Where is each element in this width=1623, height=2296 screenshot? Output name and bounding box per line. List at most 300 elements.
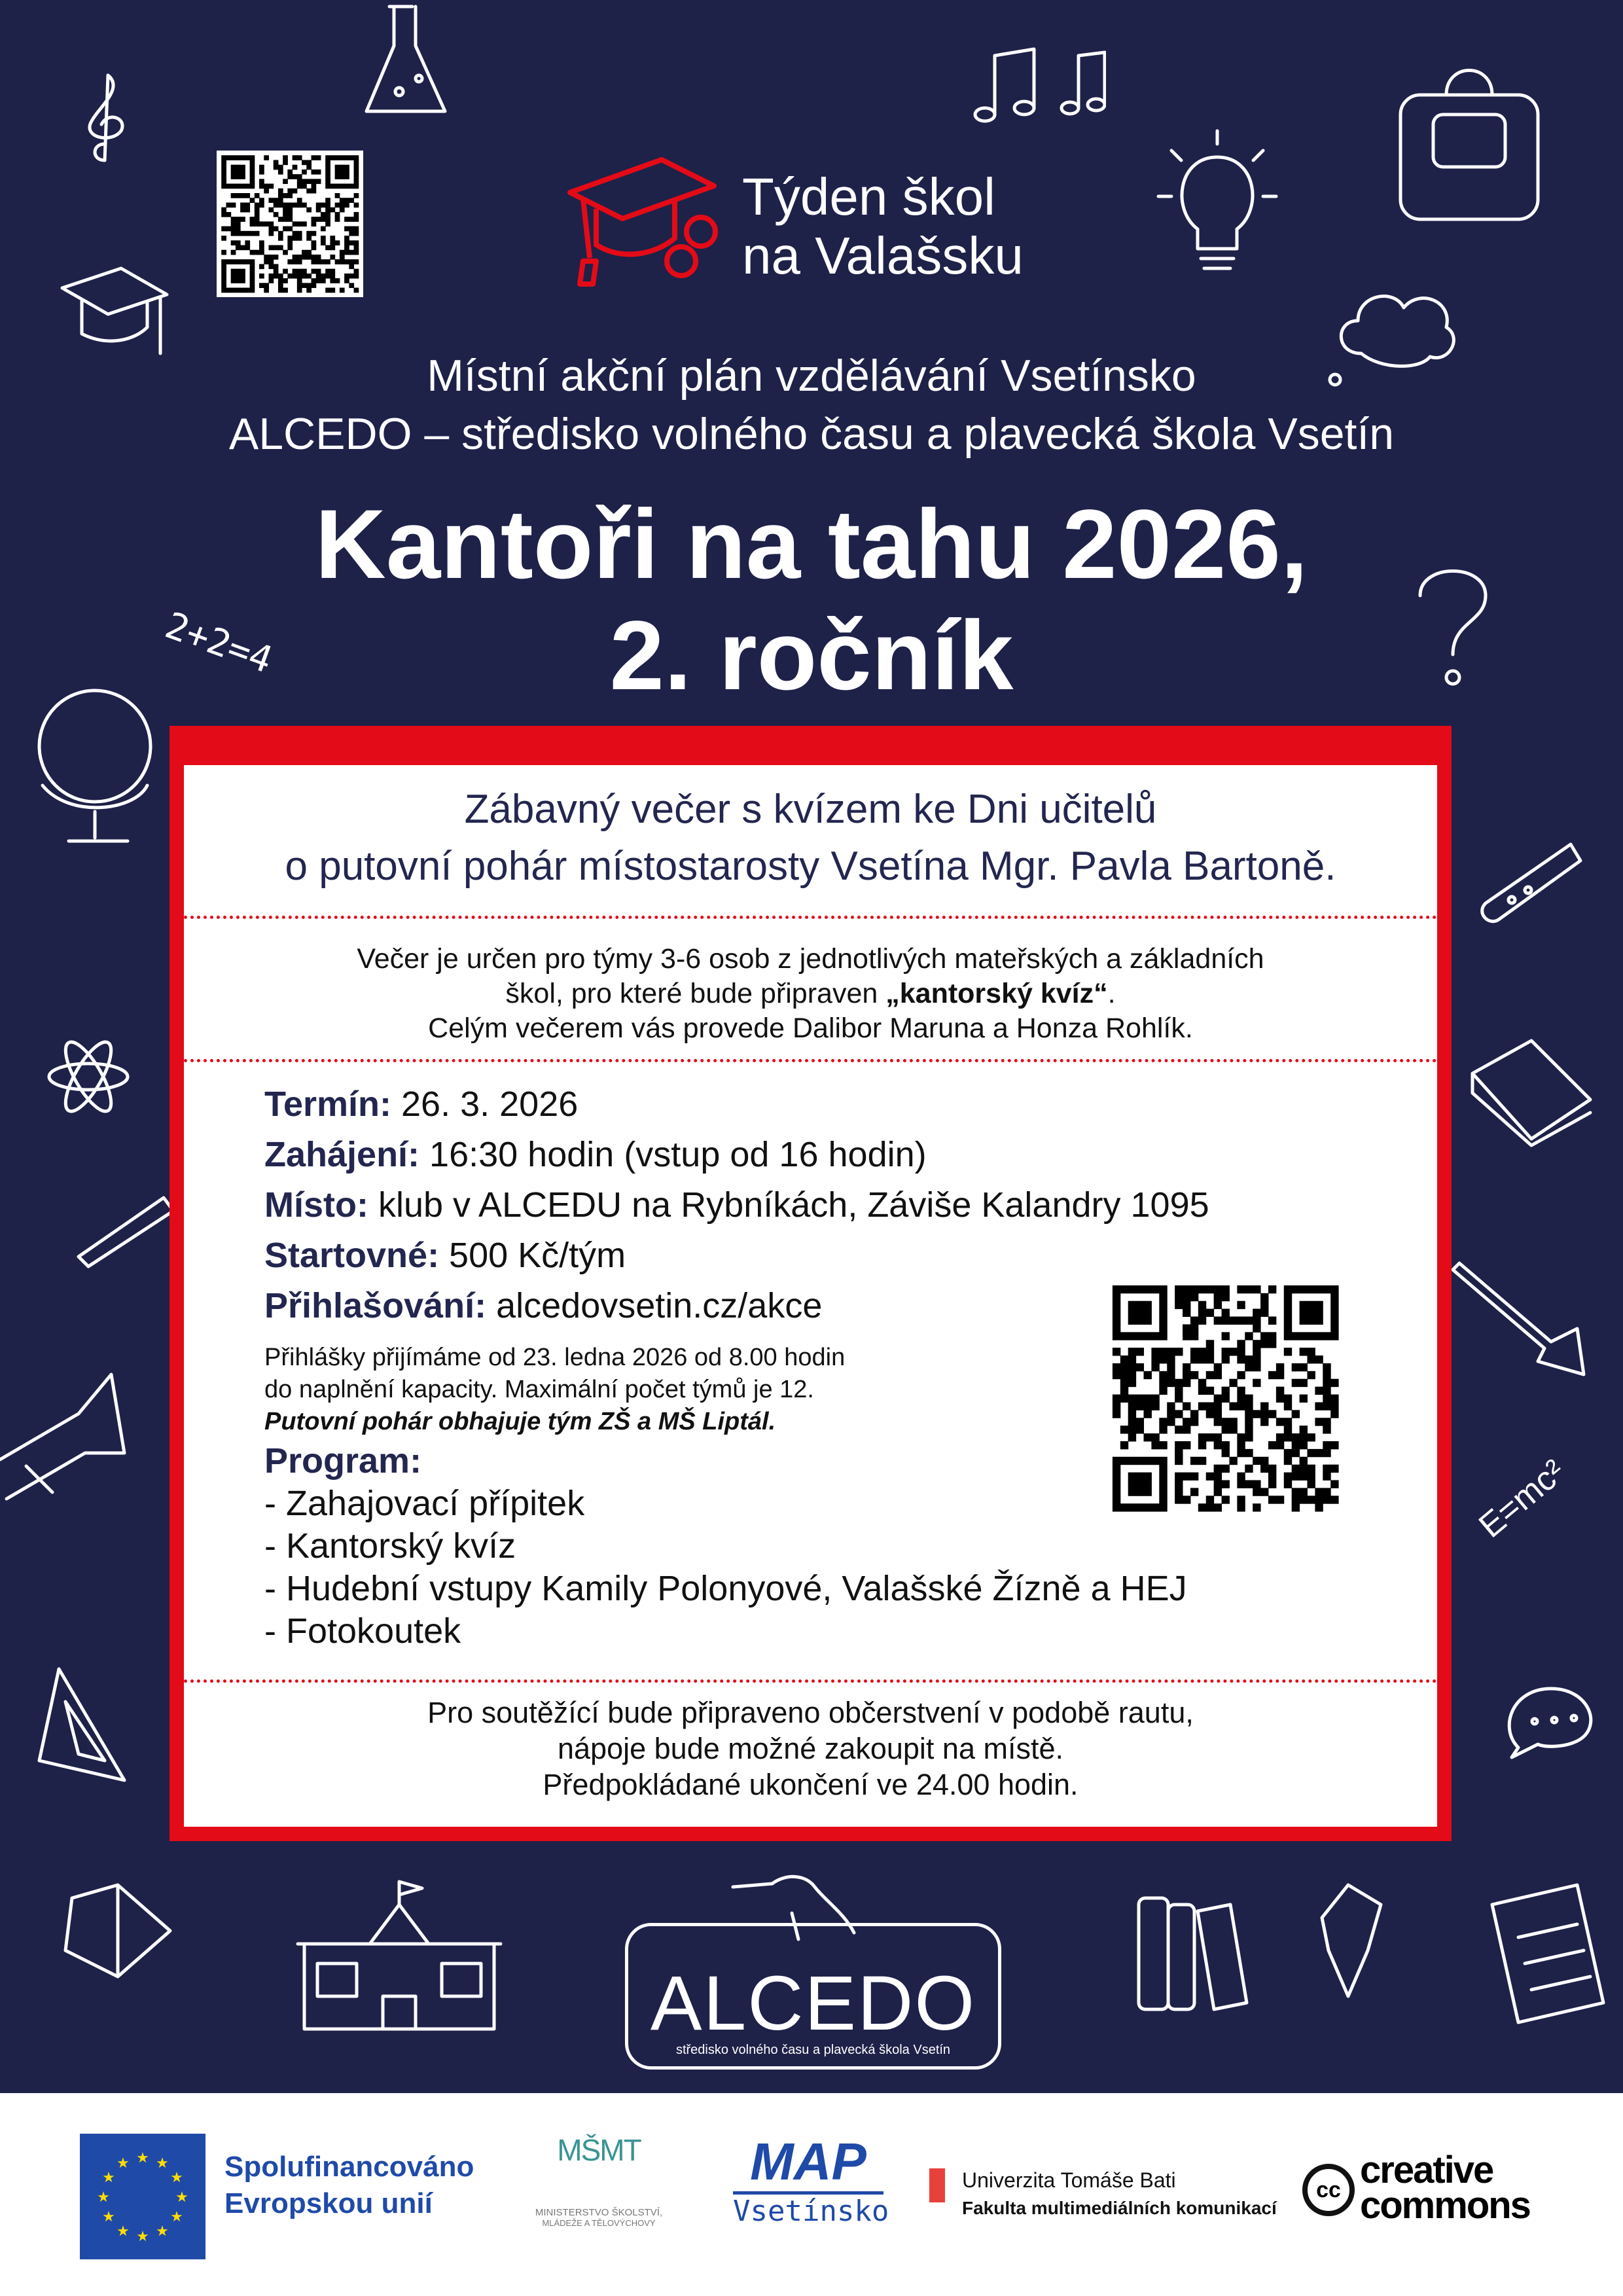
qr-module bbox=[240, 184, 245, 189]
qr-module bbox=[1136, 1457, 1144, 1465]
qr-module bbox=[1159, 1488, 1167, 1496]
qr-module bbox=[1144, 1301, 1152, 1309]
qr-module bbox=[340, 155, 345, 160]
qr-module bbox=[297, 259, 302, 264]
qr-module bbox=[1214, 1301, 1222, 1309]
backpack-icon bbox=[1387, 56, 1551, 232]
qr-module bbox=[1190, 1488, 1198, 1496]
qr-module bbox=[1136, 1348, 1144, 1355]
qr-module bbox=[283, 202, 288, 207]
event-info-box bbox=[169, 726, 1452, 1841]
qr-module bbox=[1190, 1457, 1198, 1465]
registration-link[interactable]: alcedovsetin.cz/akce bbox=[486, 1286, 823, 1325]
program-item: - Kantorský kvíz bbox=[264, 1526, 516, 1566]
qr-module bbox=[250, 184, 255, 189]
qr-module bbox=[1113, 1457, 1120, 1465]
qr-module bbox=[268, 226, 274, 232]
qr-module bbox=[344, 155, 349, 160]
qr-module bbox=[1175, 1449, 1183, 1457]
qr-module bbox=[236, 226, 241, 232]
qr-module bbox=[1151, 1348, 1159, 1355]
qr-module bbox=[1136, 1301, 1144, 1309]
qr-module bbox=[335, 174, 340, 179]
qr-module bbox=[354, 259, 359, 264]
qr-module bbox=[312, 255, 317, 260]
qr-module bbox=[1315, 1301, 1323, 1309]
qr-module bbox=[274, 269, 279, 274]
qr-module bbox=[1128, 1480, 1136, 1488]
qr-module bbox=[306, 165, 312, 170]
qr-module bbox=[283, 278, 288, 283]
qr-module bbox=[1222, 1465, 1230, 1473]
qr-module bbox=[335, 278, 340, 283]
qr-module bbox=[1253, 1340, 1260, 1348]
qr-module bbox=[1222, 1496, 1230, 1503]
qr-module bbox=[259, 274, 264, 279]
qr-module bbox=[354, 179, 359, 184]
qr-module bbox=[1159, 1457, 1167, 1465]
qr-module bbox=[1183, 1301, 1190, 1309]
qr-module bbox=[1245, 1363, 1253, 1371]
qr-module bbox=[1237, 1348, 1245, 1355]
qr-module bbox=[1190, 1293, 1198, 1301]
qr-module bbox=[1245, 1449, 1253, 1457]
qr-module bbox=[250, 259, 255, 264]
qr-module bbox=[1151, 1363, 1159, 1371]
pencil-icon bbox=[1302, 1878, 1400, 2009]
qr-module bbox=[1229, 1426, 1237, 1433]
qr-module bbox=[1229, 1348, 1237, 1355]
qr-module bbox=[231, 217, 236, 222]
qr-module bbox=[231, 250, 236, 255]
qr-module bbox=[231, 259, 236, 264]
qr-module bbox=[255, 193, 260, 198]
qr-module bbox=[316, 217, 321, 222]
qr-module bbox=[240, 274, 245, 279]
qr-module bbox=[1113, 1317, 1120, 1325]
qr-module bbox=[1128, 1503, 1136, 1511]
qr-module bbox=[1260, 1465, 1268, 1473]
eu-star-icon: ★ bbox=[97, 2189, 110, 2205]
qr-module bbox=[1198, 1348, 1206, 1355]
qr-module bbox=[1323, 1395, 1330, 1403]
divider bbox=[184, 1679, 1437, 1683]
qr-module bbox=[1175, 1410, 1183, 1418]
qr-module bbox=[1128, 1301, 1136, 1309]
qr-module bbox=[1315, 1332, 1323, 1340]
footer-partners bbox=[0, 2093, 1623, 2296]
qr-module bbox=[1214, 1402, 1222, 1410]
qr-module bbox=[240, 207, 245, 213]
qr-module bbox=[1214, 1293, 1222, 1301]
qr-module bbox=[1284, 1426, 1292, 1433]
eu-star-icon: ★ bbox=[156, 2155, 169, 2172]
event-title-line1: Kantoři na tahu 2026, bbox=[315, 489, 1308, 599]
qr-module bbox=[1175, 1441, 1183, 1449]
qr-module bbox=[1276, 1387, 1284, 1395]
qr-module bbox=[1144, 1317, 1152, 1325]
qr-module bbox=[349, 264, 354, 269]
qr-module bbox=[1120, 1426, 1128, 1433]
atom-icon bbox=[43, 1034, 134, 1119]
qr-module bbox=[1198, 1457, 1206, 1465]
qr-module bbox=[1222, 1285, 1230, 1293]
qr-module bbox=[344, 240, 349, 245]
qr-module bbox=[1183, 1293, 1190, 1301]
qr-module bbox=[1222, 1418, 1230, 1426]
qr-module bbox=[1167, 1410, 1175, 1418]
qr-module bbox=[1315, 1317, 1323, 1325]
qr-module bbox=[255, 202, 260, 207]
qr-module bbox=[1159, 1473, 1167, 1480]
qr-module bbox=[312, 240, 317, 245]
qr-module bbox=[1284, 1480, 1292, 1488]
qr-module bbox=[1260, 1309, 1268, 1317]
qr-module bbox=[1175, 1293, 1183, 1301]
qr-module bbox=[1120, 1285, 1128, 1293]
qr-module bbox=[1307, 1348, 1315, 1355]
qr-module bbox=[268, 259, 274, 264]
qr-module bbox=[1300, 1465, 1308, 1473]
qr-module bbox=[297, 288, 302, 293]
qr-module bbox=[1237, 1340, 1245, 1348]
qr-code-registration[interactable] bbox=[1105, 1278, 1346, 1519]
qr-module bbox=[1144, 1332, 1152, 1340]
qr-module bbox=[354, 193, 359, 198]
qr-module bbox=[312, 283, 317, 288]
qr-module bbox=[349, 240, 354, 245]
qr-module bbox=[297, 184, 302, 189]
qr-module bbox=[293, 274, 298, 279]
qr-module bbox=[344, 236, 349, 241]
utb-logo bbox=[929, 2168, 1277, 2219]
qr-module bbox=[1237, 1371, 1245, 1379]
qr-module bbox=[245, 259, 250, 264]
qr-module bbox=[340, 184, 345, 189]
qr-module bbox=[1300, 1426, 1308, 1433]
qr-module bbox=[325, 174, 330, 179]
qr-module bbox=[1175, 1473, 1183, 1480]
triangle-ruler-icon bbox=[33, 1662, 131, 1793]
qr-module bbox=[278, 165, 283, 170]
qr-module bbox=[1183, 1496, 1190, 1503]
qr-module bbox=[1113, 1465, 1120, 1473]
qr-module bbox=[1237, 1395, 1245, 1403]
cc-icon: cc bbox=[1302, 2164, 1355, 2216]
qr-module bbox=[1190, 1418, 1198, 1426]
school-building-icon bbox=[291, 1878, 507, 2036]
qr-module bbox=[264, 288, 269, 293]
qr-module bbox=[274, 202, 279, 207]
qr-module bbox=[340, 202, 345, 207]
qr-module bbox=[1245, 1418, 1253, 1426]
qr-module bbox=[325, 288, 330, 293]
msmt-text: MLÁDEŽE A TĚLOVÝCHOVY bbox=[542, 2218, 656, 2228]
eu-star-icon: ★ bbox=[170, 2169, 183, 2185]
qr-module bbox=[321, 259, 326, 264]
qr-module bbox=[236, 184, 241, 189]
qr-module bbox=[1159, 1418, 1167, 1426]
qr-module bbox=[278, 283, 283, 288]
qr-module bbox=[354, 184, 359, 189]
detail-label: Termín: bbox=[264, 1085, 392, 1124]
qr-module bbox=[1206, 1402, 1214, 1410]
qr-module bbox=[340, 174, 345, 179]
qr-module bbox=[1284, 1285, 1292, 1293]
qr-module bbox=[1222, 1317, 1230, 1325]
qr-module bbox=[1136, 1317, 1144, 1325]
description bbox=[184, 942, 1437, 1046]
quiz-name: „kantorský kvíz“ bbox=[885, 978, 1108, 1009]
qr-module bbox=[1159, 1503, 1167, 1511]
qr-module bbox=[293, 259, 298, 264]
treble-clef-icon bbox=[72, 69, 137, 167]
qr-module bbox=[1113, 1488, 1120, 1496]
qr-module bbox=[1284, 1402, 1292, 1410]
qr-module bbox=[221, 184, 226, 189]
qr-module bbox=[236, 240, 241, 245]
qr-module bbox=[1237, 1441, 1245, 1449]
qr-module bbox=[283, 212, 288, 217]
creative-commons-logo bbox=[1302, 2149, 1551, 2237]
qr-module bbox=[293, 231, 298, 236]
qr-module bbox=[1128, 1488, 1136, 1496]
qr-module bbox=[287, 245, 293, 251]
qr-module bbox=[1128, 1309, 1136, 1317]
qr-module bbox=[287, 202, 293, 207]
qr-module bbox=[1300, 1309, 1308, 1317]
qr-module bbox=[1323, 1332, 1330, 1340]
qr-module bbox=[1151, 1332, 1159, 1340]
qr-module bbox=[268, 198, 274, 203]
qr-module bbox=[349, 155, 354, 160]
qr-module bbox=[1144, 1433, 1152, 1441]
graduation-cap-logo-icon bbox=[563, 147, 724, 293]
qr-module bbox=[321, 240, 326, 245]
qr-module bbox=[1128, 1379, 1136, 1387]
utb-mark-icon bbox=[929, 2168, 945, 2202]
qr-module bbox=[335, 202, 340, 207]
qr-module bbox=[1175, 1496, 1183, 1503]
notepad-icon bbox=[1479, 1872, 1610, 2036]
qr-module bbox=[221, 179, 226, 184]
qr-module bbox=[302, 179, 307, 184]
qr-module bbox=[1268, 1332, 1276, 1340]
qr-module bbox=[1284, 1301, 1292, 1309]
qr-module bbox=[1315, 1496, 1323, 1503]
qr-module bbox=[287, 217, 293, 222]
qr-module bbox=[274, 226, 279, 232]
qr-module bbox=[325, 221, 330, 226]
qr-module bbox=[354, 212, 359, 217]
qr-module bbox=[268, 264, 274, 269]
qr-module bbox=[1206, 1340, 1214, 1348]
qr-module bbox=[302, 269, 307, 274]
qr-module bbox=[1300, 1457, 1308, 1465]
qr-module bbox=[312, 217, 317, 222]
book-icon bbox=[1459, 1034, 1603, 1152]
flask-icon bbox=[353, 0, 458, 131]
qr-module bbox=[297, 283, 302, 288]
qr-module bbox=[1307, 1371, 1315, 1379]
qr-module bbox=[1300, 1433, 1308, 1441]
qr-module bbox=[240, 155, 245, 160]
qr-module bbox=[221, 174, 226, 179]
qr-module bbox=[1315, 1449, 1323, 1457]
qr-module bbox=[236, 231, 241, 236]
qr-module bbox=[236, 278, 241, 283]
qr-module bbox=[1183, 1379, 1190, 1387]
description-line2 bbox=[184, 977, 1437, 1011]
qr-code-top[interactable] bbox=[217, 151, 363, 297]
qr-module bbox=[250, 278, 255, 283]
qr-module bbox=[1128, 1395, 1136, 1403]
qr-module bbox=[312, 170, 317, 175]
qr-module bbox=[1237, 1449, 1245, 1457]
qr-module bbox=[283, 179, 288, 184]
qr-module bbox=[1120, 1355, 1128, 1363]
qr-module bbox=[259, 221, 264, 226]
qr-module bbox=[330, 155, 335, 160]
qr-module bbox=[1292, 1379, 1300, 1387]
qr-module bbox=[287, 170, 293, 175]
qr-module bbox=[344, 217, 349, 222]
qr-module bbox=[306, 231, 312, 236]
qr-module bbox=[1190, 1285, 1198, 1293]
qr-module bbox=[312, 188, 317, 194]
qr-module bbox=[1237, 1317, 1245, 1325]
qr-module bbox=[1222, 1355, 1230, 1363]
qr-module bbox=[1284, 1418, 1292, 1426]
qr-module bbox=[1229, 1418, 1237, 1426]
qr-module bbox=[1198, 1317, 1206, 1325]
flute-icon bbox=[72, 1185, 177, 1270]
qr-module bbox=[245, 202, 250, 207]
qr-module bbox=[344, 226, 349, 232]
qr-module bbox=[1183, 1324, 1190, 1332]
qr-module bbox=[306, 274, 312, 279]
qr-module bbox=[1120, 1371, 1128, 1379]
qr-module bbox=[325, 202, 330, 207]
qr-module bbox=[1330, 1317, 1338, 1325]
qr-module bbox=[1198, 1285, 1206, 1293]
qr-module bbox=[354, 231, 359, 236]
eu-star-icon: ★ bbox=[116, 2222, 130, 2239]
qr-module bbox=[321, 202, 326, 207]
qr-module bbox=[344, 170, 349, 175]
qr-module bbox=[231, 155, 236, 160]
intro-line2: o putovní pohár místostarosty Vsetína Mgr. Pavla Bartoně. bbox=[285, 844, 1336, 889]
qr-module bbox=[278, 245, 283, 251]
qr-module bbox=[221, 160, 226, 165]
qr-module bbox=[236, 174, 241, 179]
detail-place bbox=[264, 1185, 1209, 1225]
qr-module bbox=[1159, 1387, 1167, 1395]
qr-module bbox=[1136, 1488, 1144, 1496]
qr-module bbox=[344, 202, 349, 207]
qr-module bbox=[312, 231, 317, 236]
map-subtitle: Vsetínsko bbox=[733, 2195, 889, 2228]
qr-module bbox=[1113, 1285, 1120, 1293]
qr-module bbox=[221, 283, 226, 288]
qr-module bbox=[236, 221, 241, 226]
qr-module bbox=[1159, 1317, 1167, 1325]
qr-module bbox=[1284, 1395, 1292, 1403]
qr-module bbox=[1300, 1285, 1308, 1293]
qr-module bbox=[1284, 1324, 1292, 1332]
qr-module bbox=[259, 283, 264, 288]
qr-module bbox=[1183, 1332, 1190, 1340]
qr-module bbox=[302, 255, 307, 260]
qr-module bbox=[354, 288, 359, 293]
qr-module bbox=[1245, 1465, 1253, 1473]
qr-module bbox=[1323, 1402, 1330, 1410]
qr-module bbox=[250, 250, 255, 255]
qr-module bbox=[259, 170, 264, 175]
cc-line: creative bbox=[1360, 2149, 1493, 2191]
qr-module bbox=[349, 259, 354, 264]
qr-module bbox=[1268, 1285, 1276, 1293]
qr-module bbox=[340, 170, 345, 175]
qr-module bbox=[287, 274, 293, 279]
qr-module bbox=[1260, 1410, 1268, 1418]
qr-module bbox=[354, 160, 359, 165]
qr-module bbox=[354, 170, 359, 175]
qr-module bbox=[259, 240, 264, 245]
qr-module bbox=[1183, 1402, 1190, 1410]
qr-module bbox=[236, 274, 241, 279]
qr-module bbox=[255, 231, 260, 236]
qr-module bbox=[231, 170, 236, 175]
cc-line: commons bbox=[1360, 2184, 1530, 2227]
qr-module bbox=[354, 274, 359, 279]
qr-module bbox=[255, 217, 260, 222]
qr-module bbox=[1300, 1332, 1308, 1340]
eu-star-icon: ★ bbox=[102, 2169, 115, 2185]
qr-module bbox=[1151, 1503, 1159, 1511]
qr-module bbox=[302, 170, 307, 175]
qr-module bbox=[1260, 1301, 1268, 1309]
qr-module bbox=[1330, 1441, 1338, 1449]
qr-module bbox=[1144, 1309, 1152, 1317]
qr-module bbox=[240, 231, 245, 236]
test-tube-icon bbox=[1472, 831, 1584, 929]
qr-module bbox=[312, 245, 317, 251]
qr-module bbox=[1222, 1480, 1230, 1488]
qr-module bbox=[231, 240, 236, 245]
logo-title-line1: Týden škol bbox=[742, 168, 995, 226]
qr-module bbox=[221, 207, 226, 213]
qr-module bbox=[1113, 1395, 1120, 1403]
qr-module bbox=[1183, 1363, 1190, 1371]
qr-module bbox=[1214, 1285, 1222, 1293]
qr-module bbox=[1113, 1348, 1120, 1355]
qr-module bbox=[268, 245, 274, 251]
qr-module bbox=[297, 155, 302, 160]
qr-module bbox=[1323, 1473, 1330, 1480]
qr-module bbox=[250, 221, 255, 226]
speech-bubble-icon bbox=[1499, 1676, 1603, 1767]
qr-module bbox=[321, 278, 326, 283]
qr-module bbox=[1284, 1332, 1292, 1340]
qr-module bbox=[1323, 1418, 1330, 1426]
qr-module bbox=[1113, 1324, 1120, 1332]
qr-module bbox=[297, 221, 302, 226]
qr-module bbox=[325, 274, 330, 279]
qr-module bbox=[264, 255, 269, 260]
qr-module bbox=[226, 155, 231, 160]
qr-module bbox=[1330, 1332, 1338, 1340]
